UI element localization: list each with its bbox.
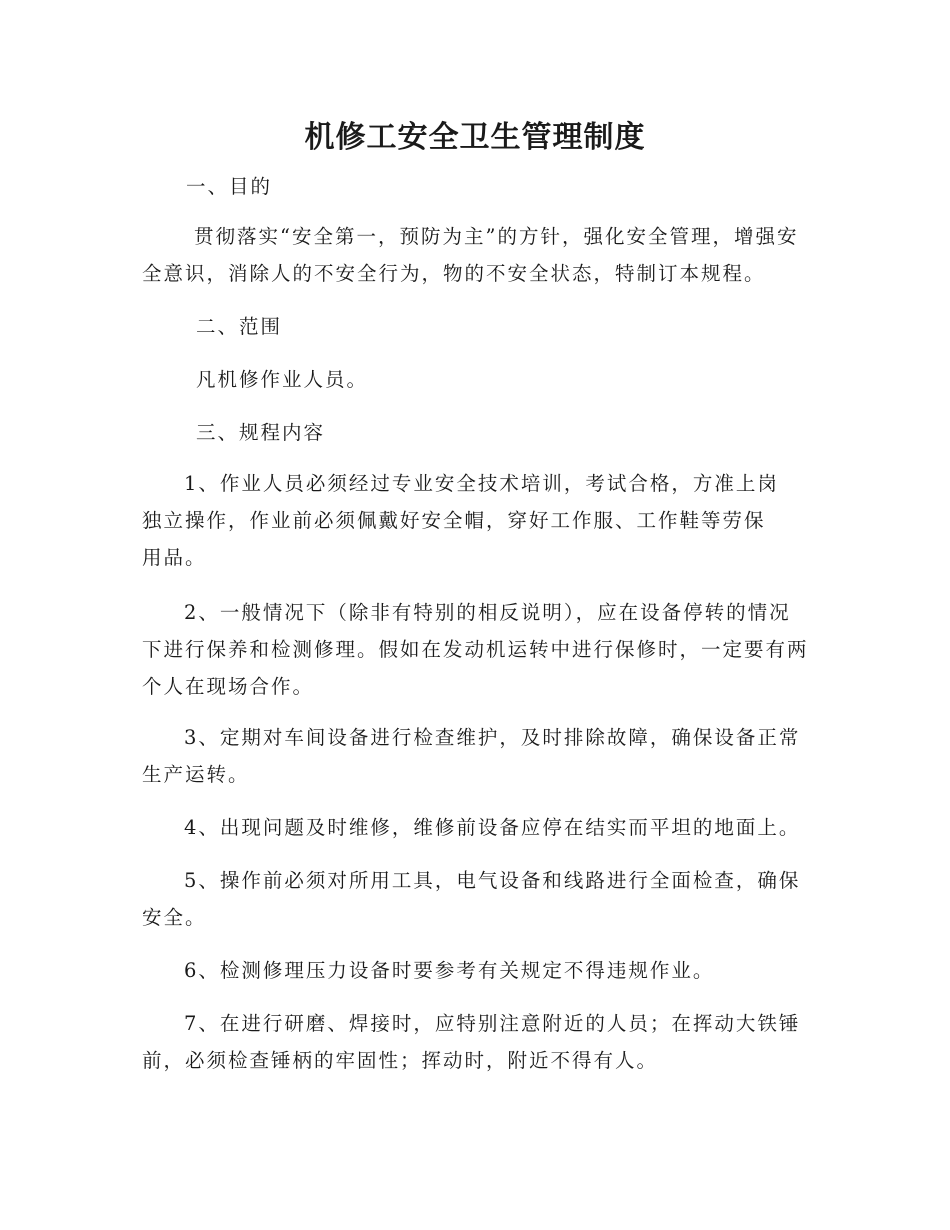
document-title: 机修工安全卫生管理制度 (304, 120, 646, 155)
section-heading-content: 三、规程内容 (196, 421, 326, 444)
list-item: 1、作业人员必须经过专业安全技术培训，考试合格，方准上岗独立操作，作业前必须佩戴好安全帽，穿好工作服、工作鞋等劳保用品。 (142, 472, 779, 569)
list-item: 7、在进行研磨、焊接时，应特别注意附近的人员；在挥动大铁锤前，必须检查锤柄的牢固性；挥动时，附近不得有人。 (142, 1012, 801, 1072)
section-heading-scope: 二、范围 (196, 315, 283, 338)
section-body-purpose: 贯彻落实“安全第一，预防为主”的方针，强化安全管理，增强安全意识，消除人的不安全行为，物的不安全状态，特制订本规程。 (142, 225, 799, 285)
list-item: 5、操作前必须对所用工具，电气设备和线路进行全面检查，确保安全。 (142, 869, 801, 929)
list-item: 4、出现问题及时维修，维修前设备应停在结实而平坦的地面上。 (184, 816, 801, 839)
list-item: 3、定期对车间设备进行检查维护，及时排除故障，确保设备正常生产运转。 (142, 726, 801, 786)
list-item: 2、一般情况下（除非有特别的相反说明），应在设备停转的情况下进行保养和检测修理。假如在发动机运转中进行保修时，一定要有两个人在现场合作。 (142, 601, 809, 698)
list-item: 6、检测修理压力设备时要参考有关规定不得违规作业。 (184, 959, 715, 982)
section-body-scope: 凡机修作业人员。 (196, 368, 369, 391)
section-heading-purpose: 一、目的 (186, 175, 273, 198)
